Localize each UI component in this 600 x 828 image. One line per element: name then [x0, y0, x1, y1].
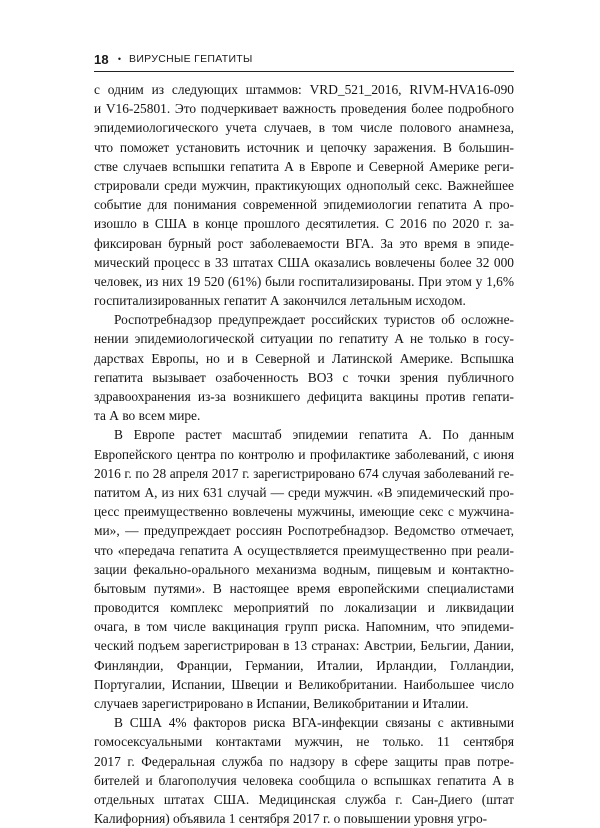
text-line: Европейского центра по контролю и профилактике заболеваний, с июня [94, 446, 514, 462]
text-line: бытовым путями». В настоящее время европейскими специалистами [94, 580, 514, 596]
page-number: 18 [94, 51, 109, 67]
text-line: изошло в США в конце прошлого десятилетия. С 2016 по 2020 г. за- [94, 216, 514, 232]
text-line: ми», — предупреждает россиян Роспотребнадзор. Ведомство отмечает, [94, 523, 514, 539]
text-line: фиксирован бурный рост заболеваемости ВГА. За это время в эпиде- [94, 235, 514, 251]
text-line: зации фекально-орального механизма водным, пищевым и контактно- [94, 561, 514, 577]
paragraph [94, 713, 514, 828]
body-text [94, 80, 514, 828]
text-line: случаев зарегистрировано в Испании, Великобритании и Италии. [94, 696, 469, 711]
text-line: патитом А, из них 631 случай — среди мужчин. «В эпидемический про- [94, 484, 514, 500]
text-line: отдельных штатах США. Медицинская служба г. Сан-Диего (штат [94, 791, 514, 807]
paragraph [94, 310, 514, 425]
text-line: ческий подъем зарегистрирован в 13 странах: Австрии, Бельгии, Дании, [94, 638, 514, 654]
text-line: здравоохранения из-за возникшего дефицита вакцины против гепати- [94, 389, 514, 404]
text-line: Португалии, Испании, Швеции и Великобритании. Наибольшее число [94, 676, 514, 692]
text-line: Роспотребнадзор предупреждает российских туристов об осложне- [114, 312, 514, 328]
text-line: госпитализированных гепатит А закончился летальным исходом. [94, 293, 466, 309]
text-line: дарствах Европы, но и в Северной и Латинской Америке. Вспышка [94, 350, 514, 366]
text-line: что «передача гепатита А осуществляется преимущественно при реали- [94, 542, 514, 558]
text-line: та А во всем мире. [94, 408, 201, 424]
text-line: 2016 г. по 28 апреля 2017 г. зарегистрировано 674 случая заболеваний ге- [94, 465, 514, 481]
text-line: эпидемиологического учета случаев, в том числе полового анамнеза, [94, 120, 514, 136]
text-line: мический процесс в 33 штатах США оказались вовлечены более 32 000 [94, 254, 514, 270]
running-head [94, 48, 514, 70]
text-line: 2017 г. Федеральная служба по надзору в сфере защиты прав потре- [94, 753, 514, 769]
text-line: гомосексуальными контактами мужчин, не только. 11 сентября [94, 734, 514, 750]
text-line: событие для понимания современной эпидемиологии гепатита А про- [94, 197, 514, 213]
section-title: ВИРУСНЫЕ ГЕПАТИТЫ [129, 53, 253, 65]
text-line: проводится комплекс мероприятий по локализации и ликвидации [94, 600, 514, 616]
text-line: что поможет установить источник и цепочку заражения. В большин- [94, 139, 514, 155]
paragraph [94, 80, 514, 310]
text-line: В США 4% факторов риска ВГА-инфекции связаны с активными [114, 715, 514, 731]
paragraph [94, 425, 514, 713]
text-line: цесс преимущественно вовлечены мужчины, имеющие секс с мужчина- [94, 504, 514, 520]
text-line: стве случаев вспышки гепатита А в Европе и Северной Америке реги- [94, 158, 514, 174]
header-rule [94, 71, 514, 72]
text-line: и V16-25801. Это подчеркивает важность проведения более подробного [94, 101, 514, 117]
text-line: нении эпидемиологической ситуации по гепатиту А не только в госу- [94, 331, 514, 347]
text-line: бителей и благополучия человека сообщила о вспышках гепатита А в [94, 772, 514, 788]
text-line: с одним из следующих штаммов: VRD_521_2016, RIVM-HVA16-090 [94, 82, 514, 97]
text-line: В Европе растет масштаб эпидемии гепатита А. По данным [114, 427, 514, 443]
text-line: Калифорния) объявила 1 сентября 2017 г. о повышении уровня угро- [94, 811, 488, 827]
text-line: человек, из них 19 520 (61%) были госпитализированы. При этом у 1,6% [94, 273, 514, 289]
text-line: стрировали среди мужчин, практикующих однополый секс. Важнейшее [94, 177, 514, 193]
text-line: Финляндии, Франции, Германии, Италии, Ирландии, Голландии, [94, 657, 514, 673]
text-line: гепатита вызывает озабоченность ВОЗ с точки зрения публичного [94, 369, 514, 385]
bullet-separator: • [117, 54, 122, 64]
text-line: очага, в том числе вакцинация групп риска. Напомним, что эпидеми- [94, 619, 514, 635]
